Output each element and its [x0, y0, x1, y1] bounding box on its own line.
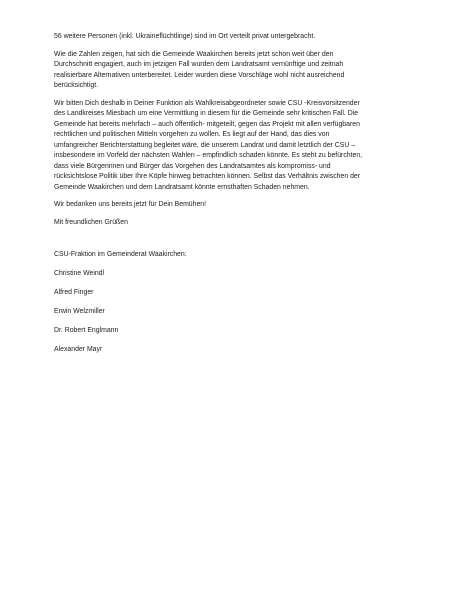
signatory-name: Alexander Mayr — [54, 346, 103, 353]
signatory-name: Erwin Welzmiller — [54, 308, 105, 315]
signatory-name: Alfred Finger — [54, 289, 94, 296]
signature-group: CSU-Fraktion im Gemeinderat Waakirchen: — [54, 251, 187, 258]
letter-body — [54, 32, 410, 364]
spacer — [54, 235, 410, 250]
paragraph-engagement: Wie die Zahlen zeigen, hat sich die Gemeinde Waakirchen bereits jetzt schon weit über den Durchschnitt engagiert, auch im jetzigen Fall wurden dem Landratsamt vernünftige und zeitnah realisierbare Alternativen unterbereitet. Leider wurden diese Vorschläge wohl nicht ausreichend berücksichtigt. — [54, 50, 345, 89]
paragraph-accommodation: 56 weitere Personen (inkl. Ukraineflüchtlinge) sind im Ort verteilt privat untergebracht. — [54, 33, 316, 40]
signature-block — [54, 250, 410, 356]
closing-greeting: Mit freundlichen Grüßen — [54, 218, 128, 226]
paragraph-request: Wir bitten Dich deshalb in Deiner Funktion als Wahlkreisabgeordneter sowie CSU -Kreisvorsitzender des Landkreises Miesbach um eine Vermittlung in diesem für die Gemeinde sehr kritischen Fall. Die Gemeinde hat bereits mehrfach – auch öffentlich- mitgeteilt, gegen das Projekt mit allen verfügbaren rechtlichen und politischen Mitteln vorgehen zu wollen. Es liegt auf der Hand, das dies von umfangreicher Berichterstattung begleitet wäre, die unserem Landrat und damit letztlich der CSU – insbesondere im Vorfeld der nächsten Wahlen – empfindlich schaden könnte. Es steht zu befürchten, dass viele Bürgerinnen und Bürger das Vorgehen des Landratsamtes als kompromiss- und rücksichtslose Politik über Ihre Köpfe hinweg betrachten können. Selbst das Verhältnis zwischen der Gemeinde Waakirchen und dem Landratsamt könnte ernsthaften Schaden nehmen. — [54, 99, 363, 191]
signatory-name: Dr. Robert Englmann — [54, 327, 119, 334]
paragraph-thanks: Wir bedanken uns bereits jetzt für Dein Bemühen! — [54, 201, 207, 208]
signatory-name: Christine Weindl — [54, 270, 105, 277]
